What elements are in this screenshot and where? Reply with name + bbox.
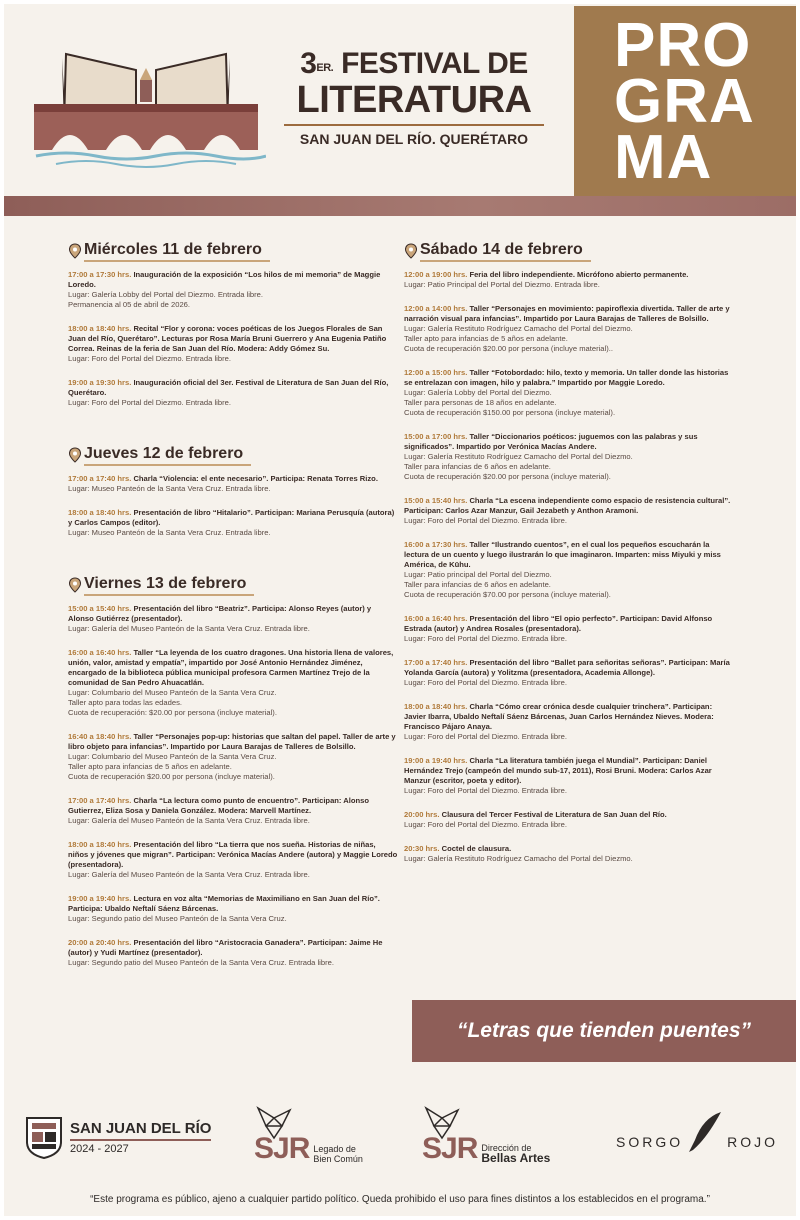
event-detail: Lugar: Columbario del Museo Panteón de la Santa Vera Cruz. (68, 688, 277, 697)
event-detail: Lugar: Foro del Portal del Diezmo. Entrada libre. (404, 820, 567, 829)
event-time: 16:00 a 17:30 hrs. (404, 540, 468, 549)
event-detail: Lugar: Galería del Museo Panteón de la Santa Vera Cruz. Entrada libre. (68, 870, 310, 879)
event-time: 15:00 a 15:40 hrs. (404, 496, 468, 505)
day-heading (68, 444, 398, 466)
event-time: 16:00 a 16:40 hrs. (68, 648, 132, 657)
event-detail: Taller apto para infancias de 5 años en adelante. (68, 762, 232, 771)
bellas-artes-logo (422, 1104, 550, 1164)
event-description: Charla “La lectura como punto de encuentro”. Participan: Alonso Gutierrez, Eliza Sosa y Daniela González. Modera: Marvell Martínez. (68, 796, 370, 815)
event-time: 17:00 a 17:30 hrs. (68, 270, 132, 279)
event-time: 15:00 a 17:00 hrs. (404, 432, 468, 441)
event-description: Taller “La leyenda de los cuatro dragones. Una historia llena de valores, unión, valor, amistad y empatía”, impartido por José Antonio Hernández Jiménez, encargado de la biblioteca pública municipal profesora Carmen Martínez Trejo de la comunidad de San Pedro Ahuacatlán. (68, 648, 394, 687)
sjr-abbr-2: SJR (422, 1132, 478, 1165)
event-detail: Lugar: Galería Restituto Rodríguez Camacho del Portal del Diezmo. (404, 854, 633, 863)
direccion-line-2: Bellas Artes (481, 1151, 551, 1165)
event-detail: Taller para personas de 18 años en adelante. (404, 398, 557, 407)
slogan-banner: “Letras que tienden puentes” (412, 1000, 796, 1062)
event-item (404, 614, 734, 644)
direccion-line-1: Dirección de (481, 1143, 532, 1153)
event-detail: Lugar: Foro del Portal del Diezmo. Entrada libre. (404, 732, 567, 741)
sorgo-rojo-logo (616, 1130, 778, 1154)
event-description: Inauguración de la exposición “Los hilos de mi memoria” de Maggie Loredo. (68, 270, 381, 289)
event-description: Lectura en voz alta “Memorias de Maximiliano en San Juan del Río”. Participa: Ubaldo Neftalí Sáenz Bárcenas. (68, 894, 380, 913)
event-detail: Lugar: Foro del Portal del Diezmo. Entrada libre. (404, 678, 567, 687)
header-stripe (4, 196, 796, 216)
event-item (404, 658, 734, 688)
event-detail: Lugar: Columbario del Museo Panteón de la Santa Vera Cruz. (68, 752, 277, 761)
event-header (404, 304, 734, 324)
programa-line-2: GRA (614, 67, 755, 136)
event-description: Presentación del libro “El opio perfecto”. Participan: David Alfonso Estrada (autor) y Andrea Rosales (presentadora). (404, 614, 713, 633)
event-time: 18:00 a 18:40 hrs. (68, 324, 132, 333)
event-time: 20:30 hrs. (404, 844, 440, 853)
event-item (404, 304, 734, 354)
event-item (68, 378, 398, 408)
event-description: Recital “Flor y corona: voces poéticas de los Juegos Florales de San Juan del Río, Querétaro”. Lecturas por Rosa María Bruni Guerrero y Ana Eugenia Patiño Correa. Reinas de la feria de San Juan del Río. Modera: Addy Gómez Su. (68, 324, 387, 353)
event-item (404, 432, 734, 482)
right-column (404, 240, 734, 878)
event-detail: Lugar: Foro del Portal del Diezmo. Entrada libre. (404, 786, 567, 795)
event-header (68, 840, 398, 870)
title-line-2: LITERATURA (296, 79, 532, 121)
event-header (404, 368, 734, 388)
day-heading (68, 240, 398, 262)
programa-line-3: MA (614, 123, 713, 192)
disclaimer: “Este programa es público, ajeno a cualquier partido político. Queda prohibido el uso para fines distintos a los establecidos en el programa.” (90, 1194, 710, 1205)
event-description: Feria del libro independiente. Micrófono abierto permanente. (467, 270, 689, 279)
edition-number: 3 (300, 47, 317, 80)
event-item (404, 368, 734, 418)
event-item (68, 474, 398, 494)
event-description: Presentación del libro “Beatriz”. Participa: Alonso Reyes (autor) y Alonso Gutiérrez (presentador). (68, 604, 372, 623)
event-description: Coctel de clausura. (439, 844, 512, 853)
municipio-name: SAN JUAN DEL RÍO (70, 1119, 212, 1137)
event-item (404, 270, 734, 290)
event-description: Charla “Cómo crear crónica desde cualquier trinchera”. Participan: Javier Ibarra, Ubaldo Neftalí Sáenz Bárcenas, Juan Carlos Hernández Nieves. Modera: Francisco Pájaro Anaya. (404, 702, 714, 731)
event-description: Presentación de libro “Hitalario”. Participan: Mariana Perusquía (autora) y Carlos Campos (editor). (68, 508, 395, 527)
day-title: Miércoles 11 de febrero (84, 240, 270, 262)
event-detail: Cuota de recuperación $20.00 por persona (incluye material).. (404, 344, 613, 353)
crest-icon (24, 1114, 64, 1160)
event-item (404, 496, 734, 526)
event-header (404, 540, 734, 570)
program-poster (4, 4, 796, 1216)
bridge-book-logo (26, 40, 266, 170)
event-header (68, 938, 398, 958)
footer-logos (4, 1104, 796, 1174)
event-item (404, 844, 734, 864)
left-column (68, 240, 398, 982)
event-header (68, 796, 398, 816)
event-header (404, 702, 734, 732)
event-item (404, 756, 734, 796)
event-header (68, 270, 398, 290)
day-title: Viernes 13 de febrero (84, 574, 254, 596)
event-detail: Lugar: Foro del Portal del Diezmo. Entrada libre. (68, 354, 231, 363)
event-item (68, 648, 398, 718)
event-detail: Lugar: Galería Lobby del Portal del Diezmo. (404, 388, 552, 397)
event-description: Clausura del Tercer Festival de Literatura de San Juan del Río. (439, 810, 667, 819)
event-header (404, 810, 734, 820)
event-item (68, 270, 398, 310)
sorgo-right: ROJO (727, 1134, 779, 1150)
day-title: Jueves 12 de febrero (84, 444, 251, 466)
event-detail: Lugar: Galería Restituto Rodríguez Camacho del Portal del Diezmo. (404, 324, 633, 333)
event-detail: Cuota de recuperación: $20.00 por persona (incluye material). (68, 708, 277, 717)
event-header (68, 648, 398, 688)
day-title: Sábado 14 de febrero (420, 240, 591, 262)
event-time: 16:40 a 18:40 hrs. (68, 732, 132, 741)
event-detail: Lugar: Galería del Museo Panteón de la Santa Vera Cruz. Entrada libre. (68, 624, 310, 633)
day-heading (68, 574, 398, 596)
event-detail: Lugar: Segundo patio del Museo Panteón de la Santa Vera Cruz. Entrada libre. (68, 958, 334, 967)
event-detail: Cuota de recuperación $70.00 por persona (incluye material). (404, 590, 611, 599)
bird-icon (254, 1104, 294, 1142)
event-time: 17:00 a 17:40 hrs. (68, 474, 132, 483)
event-item (404, 540, 734, 600)
sorgo-left: SORGO (616, 1134, 684, 1150)
event-header (68, 732, 398, 752)
programa-line-1: PRO (614, 11, 752, 80)
event-item (404, 702, 734, 742)
event-description: Inauguración oficial del 3er. Festival de Literatura de San Juan del Río, Querétaro. (68, 378, 389, 397)
event-description: Charla “La literatura también juega el Mundial”. Participan: Daniel Hernández Trejo (campeón del mundo sub-17, 2011), Rosi Bruni. Modera: Carlos Azar Manzur (escritor, poeta y editor). (404, 756, 712, 785)
event-time: 19:00 a 19:40 hrs. (404, 756, 468, 765)
event-description: Taller “Personajes pop-up: historias que saltan del papel. Taller de arte y libro objeto para infancias”. Impartido por Laura Barajas de Talleres de Bolsillo. (68, 732, 396, 751)
map-pin-icon (404, 243, 418, 259)
event-time: 19:00 a 19:30 hrs. (68, 378, 132, 387)
quill-icon (685, 1110, 725, 1154)
event-header (68, 324, 398, 354)
event-detail: Lugar: Patio principal del Portal del Diezmo. (404, 570, 552, 579)
day-heading (404, 240, 734, 262)
event-detail: Lugar: Foro del Portal del Diezmo. Entrada libre. (68, 398, 231, 407)
event-detail: Lugar: Galería del Museo Panteón de la Santa Vera Cruz. Entrada libre. (68, 816, 310, 825)
event-description: Charla “La escena independiente como espacio de resistencia cultural”. Participan: Carlos Azar Manzur, Gail Jezabeth y Anthon Aramoni. (404, 496, 731, 515)
event-header (404, 270, 734, 280)
event-detail: Taller apto para infancias de 5 años en adelante. (404, 334, 568, 343)
event-item (404, 810, 734, 830)
programa-block (574, 6, 796, 198)
event-item (68, 840, 398, 880)
event-description: Presentación del libro “Aristocracia Ganadera”. Participan: Jaime He (autor) y Yudi Martínez (presentador). (68, 938, 383, 957)
event-header (404, 614, 734, 634)
event-header (68, 894, 398, 914)
event-item (68, 604, 398, 634)
event-detail: Taller para infancias de 6 años en adelante. (404, 462, 551, 471)
event-time: 12:00 a 15:00 hrs. (404, 368, 468, 377)
city-subtitle: SAN JUAN DEL RÍO. QUERÉTARO (299, 131, 529, 147)
event-description: Taller “Ilustrando cuentos”, en el cual los pequeños escucharán la lectura de un cuento y luego ilustrarán lo que imaginaron. Imparten: miss Miyuki y miss América, de Kūhu. (404, 540, 721, 569)
festival-title (274, 48, 554, 147)
event-time: 18:00 a 18:40 hrs. (404, 702, 468, 711)
event-time: 17:00 a 17:40 hrs. (404, 658, 468, 667)
title-line-1: FESTIVAL DE (341, 47, 528, 80)
event-detail: Lugar: Galería Restituto Rodríguez Camacho del Portal del Diezmo. (404, 452, 633, 461)
event-header (404, 496, 734, 516)
event-header (404, 432, 734, 452)
legado-line-1: Legado de (313, 1144, 356, 1154)
event-item (68, 894, 398, 924)
event-time: 15:00 a 15:40 hrs. (68, 604, 132, 613)
event-detail: Lugar: Museo Panteón de la Santa Vera Cruz. Entrada libre. (68, 484, 271, 493)
event-detail: Cuota de recuperación $20.00 por persona (incluye material). (68, 772, 275, 781)
event-detail: Cuota de recuperación $20.00 por persona (incluye material). (404, 472, 611, 481)
event-detail: Lugar: Museo Panteón de la Santa Vera Cruz. Entrada libre. (68, 528, 271, 537)
event-description: Taller “Fotobordado: hilo, texto y memoria. Un taller donde las historias se entrelazan con imagen, hilo y palabra.” Impartido por Maggie Loredo. (404, 368, 729, 387)
event-description: Presentación del libro “La tierra que nos sueña. Historias de niñas, niños y jóvenes que migran”. Participan: Verónica Macías Andere (autora) y Maggie Loredo (presentadora). (68, 840, 398, 869)
map-pin-icon (68, 447, 82, 463)
event-detail: Taller para infancias de 6 años en adelante. (404, 580, 551, 589)
event-item (68, 796, 398, 826)
event-detail: Permanencia al 05 de abril de 2026. (68, 300, 191, 309)
title-divider (284, 124, 544, 126)
event-header (68, 378, 398, 398)
event-item (68, 324, 398, 364)
event-time: 17:00 a 17:40 hrs. (68, 796, 132, 805)
event-time: 16:00 a 16:40 hrs. (404, 614, 468, 623)
event-time: 20:00 a 20:40 hrs. (68, 938, 132, 947)
event-detail: Cuota de recuperación $150.00 por persona (incluye material). (404, 408, 616, 417)
legado-line-2: Bien Común (313, 1154, 363, 1164)
event-detail: Lugar: Foro del Portal del Diezmo. Entrada libre. (404, 634, 567, 643)
event-header (68, 474, 398, 484)
event-detail: Lugar: Segundo patio del Museo Panteón de la Santa Vera Cruz. (68, 914, 287, 923)
event-detail: Lugar: Foro del Portal del Diezmo. Entrada libre. (404, 516, 567, 525)
event-item (68, 508, 398, 538)
event-description: Charla “Violencia: el ente necesario”. Participa: Renata Torres Rizo. (131, 474, 378, 483)
event-description: Taller “Personajes en movimiento: papiroflexia divertida. Taller de arte y narración visual para infancias”. Impartido por Laura Barajas de Talleres de Bolsillo. (404, 304, 730, 323)
event-time: 19:00 a 19:40 hrs. (68, 894, 132, 903)
municipio-years: 2024 - 2027 (70, 1142, 129, 1155)
map-pin-icon (68, 243, 82, 259)
event-detail: Taller apto para todas las edades. (68, 698, 182, 707)
edition-suffix: ER. (316, 62, 334, 74)
bird-icon (422, 1104, 462, 1142)
event-description: Presentación del libro “Ballet para señoritas señoras”. Participan: María Yolanda García (autora) y Yolitzma (presentadora, Academia Allonge). (404, 658, 730, 677)
event-detail: Lugar: Galería Lobby del Portal del Diezmo. Entrada libre. (68, 290, 264, 299)
event-time: 18:00 a 18:40 hrs. (68, 508, 132, 517)
event-header (404, 756, 734, 786)
legado-logo (254, 1104, 363, 1164)
event-header (404, 844, 734, 854)
sjr-abbr-1: SJR (254, 1132, 310, 1165)
event-time: 12:00 a 19:00 hrs. (404, 270, 468, 279)
event-detail: Lugar: Patio Principal del Portal del Diezmo. Entrada libre. (404, 280, 600, 289)
event-item (68, 732, 398, 782)
event-description: Taller “Diccionarios poéticos: juguemos con las palabras y sus significados”. Impartido por Verónica Macías Andere. (404, 432, 698, 451)
event-header (68, 604, 398, 624)
event-time: 20:00 hrs. (404, 810, 440, 819)
event-item (68, 938, 398, 968)
municipio-logo (24, 1114, 211, 1160)
event-header (404, 658, 734, 678)
event-time: 18:00 a 18:40 hrs. (68, 840, 132, 849)
map-pin-icon (68, 577, 82, 593)
event-header (68, 508, 398, 528)
event-time: 12:00 a 14:00 hrs. (404, 304, 468, 313)
